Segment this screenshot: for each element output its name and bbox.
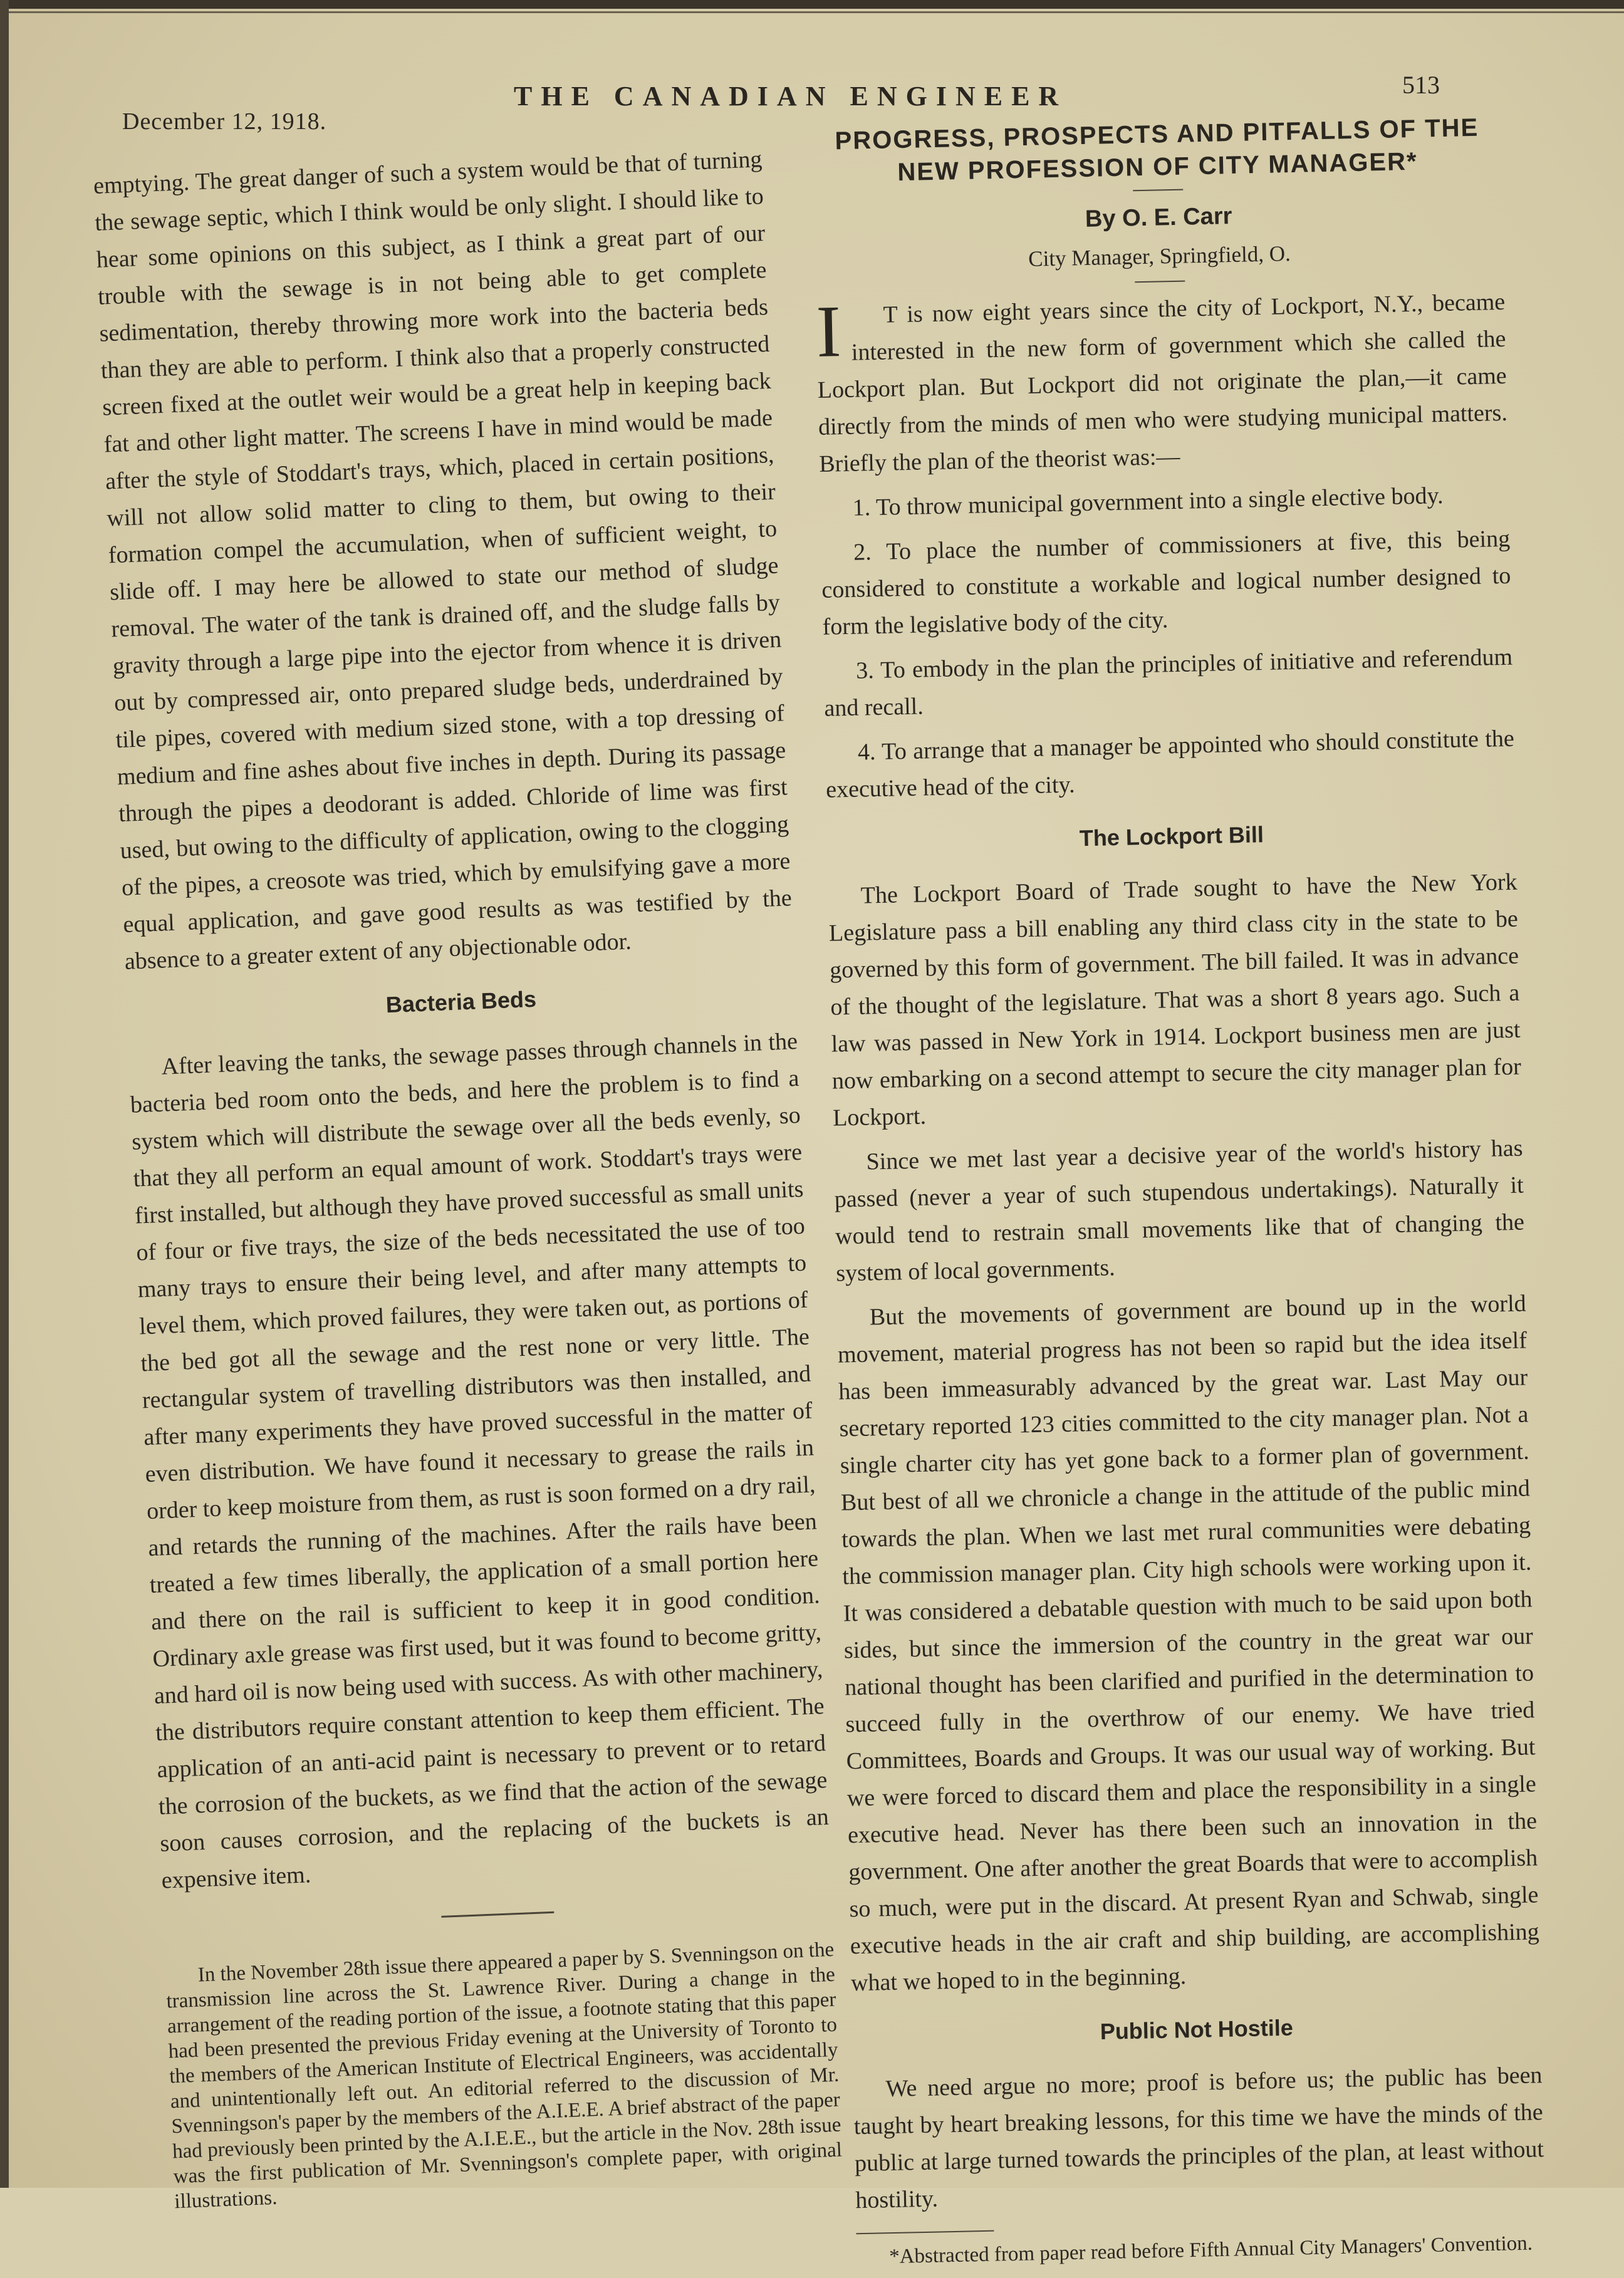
top-border xyxy=(0,0,1624,9)
plan-item-4: 4. To arrange that a manager be appointed who should constitute the executive head of the city. xyxy=(825,725,1515,803)
lockport-paragraph: The Lockport Board of Trade sought to have the New York Legislature pass a bill enabling any third class city in the state to be governed by this form of government. The bill failed. It was in advance of the thought of the legislature. That was a short 8 years ago. Such a law was passed in New York in 1914. Lockport business men are just now embarking on a second attempt to secure the city manager plan for Lockport. xyxy=(828,868,1522,1131)
editorial-notice xyxy=(165,1937,843,2215)
header-date: December 12, 1918. xyxy=(122,108,327,135)
section-heading-lockport-bill: The Lockport Bill xyxy=(1079,821,1264,851)
top-border-line xyxy=(0,11,1624,13)
author-byline: By O. E. Carr xyxy=(1085,202,1232,232)
divider-rule xyxy=(441,1911,554,1918)
article-title xyxy=(812,111,1502,190)
plan-item-3: 3. To embody in the plan the principles of initiative and referendum and recall. xyxy=(824,643,1513,722)
footnote-rule xyxy=(856,2230,994,2235)
plan-item-1: 1. To throw municipal government into a single elective body. xyxy=(852,482,1444,521)
plan-item-2: 2. To place the number of commissioners at five, this being considered to constitute a workable and logical number designed to form the legislative body of the city. xyxy=(821,525,1511,640)
right-column xyxy=(812,111,1546,2278)
title-divider xyxy=(1133,189,1183,192)
section-heading-public-not-hostile: Public Not Hostile xyxy=(1100,2014,1294,2045)
author-affiliation: City Manager, Springfield, O. xyxy=(1028,241,1291,271)
page-number: 513 xyxy=(1402,71,1440,99)
notice-text: In the November 28th issue there appeared a paper by S. Svenningson on the transmission line across the St. Lawrence River. During a change in the arrangement of the reading portion of the issue, a footnote stating that this paper had been presented the previous Friday evening at the University of Toronto to the members of the American Institute of Electrical Engineers, was accidentally and unintentionally left out. An editorial referred to the discussion of Mr. Svenningson's paper by the members of the A.I.E.E. A brief abstract of the paper had previously been printed by the A.I.E.E., but the article in the Nov. 28th issue was the first publication of Mr. Svenningson's complete paper, with original illustrations. xyxy=(165,1938,843,2213)
left-paragraph-1: emptying. The great danger of such a system would be that of turning the sewage septic, which I think would be only slight. I should like to hear some opinions on this subject, as I think a great part of our trouble with the sewage is in not being able to get complete sedimentation, thereby throwing more work into the bacteria beds than they are able to perform. I think also that a properly constructed screen fixed at the outlet weir would be a great help in keeping back fat and other light matter. The screens I have in mind would be made after the style of Stoddart's trays, which, placed in certain positions, will not allow solid matter to cling to them, but owing to their formation compel the accumulation, when of sufficient weight, to slide off. I may here be allowed to state our method of sludge removal. The water of the tank is drained off, and the sludge falls by gravity through a large pipe into the ejector from whence it is driven out by compressed air, onto prepared sludge beds, underdrained by tile pipes, covered with medium sized stone, with a top dressing of medium and fine ashes about five inches in depth. During its passage through the pipes a deodorant is added. Chloride of lime was first used, but owing to the difficulty of application, owing to the clogging of the pipes, a creosote was tried, which by emulsifying gave a more equal application, and gave good results as was testified by the absence to a greater extent of any objectionable odor. xyxy=(93,146,793,975)
article-title-line-2: NEW PROFESSION OF CITY MANAGER* xyxy=(897,147,1418,187)
article-title-line-1: PROGRESS, PROSPECTS AND PITFALLS OF THE xyxy=(835,113,1479,155)
section-heading-bacteria-beds: Bacteria Beds xyxy=(385,986,537,1018)
left-paragraph-2: After leaving the tanks, the sewage passes through channels in the bacteria bed room onto the beds, and here the problem is to find a system which will distribute the sewage over all the beds evenly, so that they all perform an equal amount of work. Stoddart's trays were first installed, but although they have proved successful as small units of four or five trays, the size of the beds necessitated the use of too many trays to ensure their being level, and after many attempts to level them, which proved failures, they were taken out, as portions of the bed got all the sewage and the rest none or very little. The rectangular system of travelling distributors was then installed, and after many experiments they have proved successful in the matter of even distribution. We have found it necessary to grease the rails in order to keep moisture from them, as rust is soon formed on a dry rail, and retards the running of the machines. After the rails have been treated a few times liberally, the application of a small portion here and there on the rail is sufficient to keep it in good condition. Ordinary axle grease was first used, but it was found to become gritty, and hard oil is now being used with success. As with other machinery, the distributors require constant attention to keep them efficient. The application of an anti-acid paint is necessary to prevent or to retard the corrosion of the buckets, as we find that the action of the sewage soon causes corrosion, and the replacing of the buckets is an expensive item. xyxy=(130,1027,830,1894)
intro-paragraph: T is now eight years since the city of Lockport, N.Y., became interested in the new form of government which she called the Lockport plan. But Lockport did not originate the plan,—it came directly from the minds of men who were studying municipal matters. Briefly the plan of the theorist was:— xyxy=(817,288,1508,477)
left-border xyxy=(0,0,9,2188)
left-column xyxy=(93,141,843,2214)
footnote: *Abstracted from paper read before Fifth Annual City Managers' Convention. xyxy=(888,2232,1533,2269)
journal-title: THE CANADIAN ENGINEER xyxy=(514,81,1068,112)
intro-block xyxy=(816,284,1509,483)
byline-divider xyxy=(1135,281,1185,283)
drop-cap: I xyxy=(815,290,842,373)
movements-paragraph: But the movements of government are bound up in the world movement, material progress has not been so rapid but the idea itself has been immeasurably advanced by the great war. Last May our secretary reported 123 cities committed to the city manager plan. Not a single charter city has yet gone back to a former plan of government. But best of all we chronicle a change in the attitude of the public mind towards the plan. When we last met rural communities were debating the commission manager plan. City high schools were working upon it. It was considered a debatable question with much to be said upon both sides, but since the immersion of the country in the great war our national thought has been clarified and purified in the determination to succeed fully in the overthrow of our enemy. We have tried Committees, Boards and Groups. It was our usual way of working. But we were forced to discard them and place the responsibility in a single executive head. Never has there been such an innovation in the government. One after another the great Boards that were to accomplish so much, were put in the discard. At present Ryan and Schwab, single executive heads in the air craft and ship building, are accomplishing what we hoped to in the beginning. xyxy=(837,1290,1540,1997)
public-paragraph: We need argue no more; proof is before us; the public has been taught by heart breaking lessons, for this time we have the minds of the public at large turned towards the principles of the plan, at least without hostility. xyxy=(853,2062,1544,2214)
since-paragraph: Since we met last year a decisive year of the world's history has passed (never a year of such stupendous undertakings). Naturally it would tend to restrain small movements like that of changing the system of local governments. xyxy=(834,1135,1525,1287)
